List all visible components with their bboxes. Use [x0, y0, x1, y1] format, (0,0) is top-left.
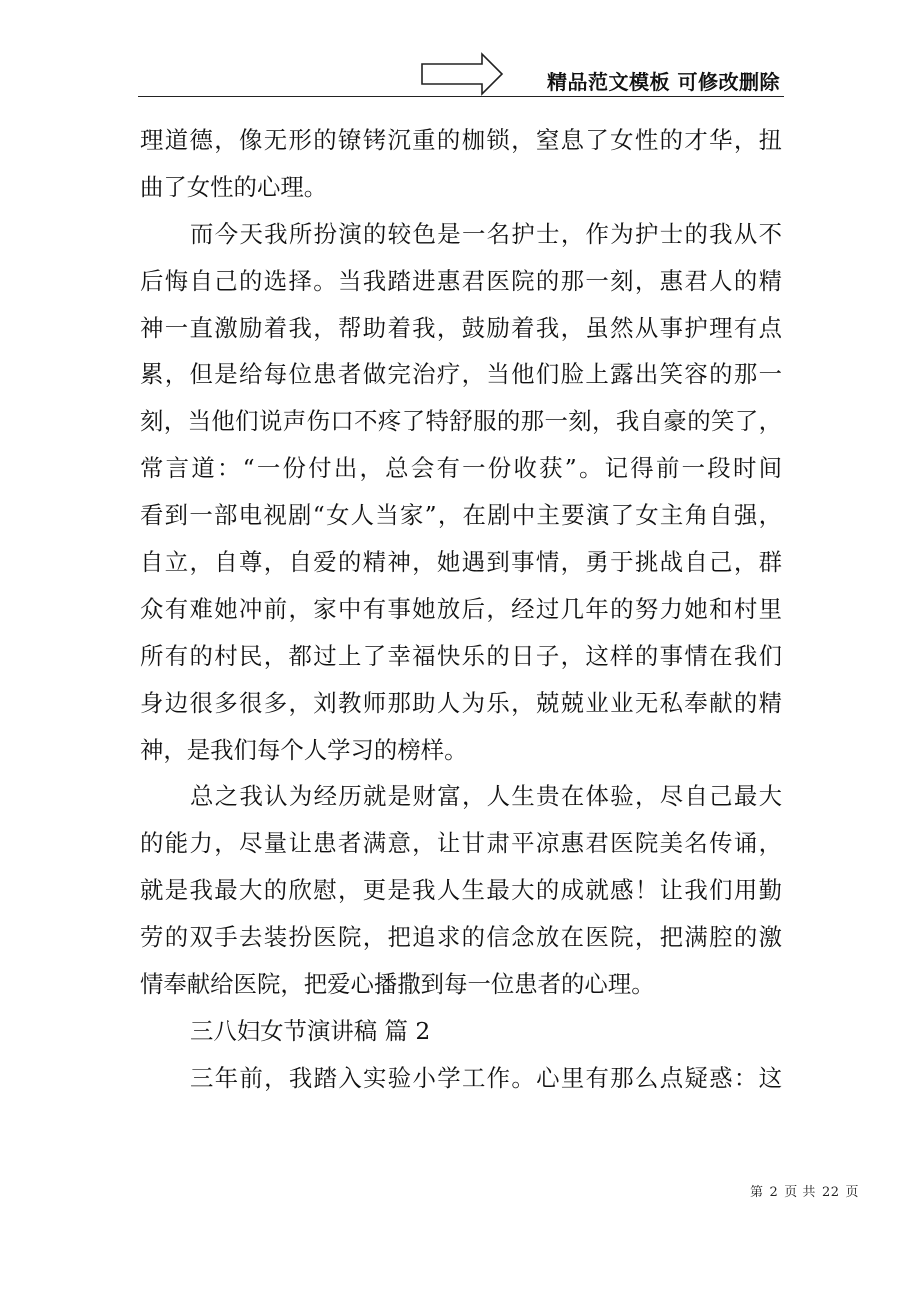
footer-middle: 页 共: [784, 1185, 816, 1200]
text-line: 看到一部电视剧“女人当家”，在剧中主要演了女主角自强，: [140, 501, 782, 530]
text-line: 所有的村民，都过上了幸福快乐的日子，这样的事情在我们: [140, 641, 782, 670]
header-title: 精品范文模板 可修改删除: [547, 70, 780, 94]
text-line: 累，但是给每位患者做完治疗，当他们脸上露出笑容的那一: [140, 360, 782, 389]
text-line: 的能力，尽量让患者满意，让甘肃平凉惠君医院美名传诵，: [140, 829, 782, 858]
paragraph-start-line: 三年前，我踏入实验小学工作。心里有那么点疑惑：这: [190, 1063, 782, 1092]
paragraph-start-line: 而今天我所扮演的较色是一名护士，作为护士的我从不: [190, 219, 782, 248]
right-arrow-outline-icon: [420, 52, 504, 96]
footer-current-page: 2: [769, 1185, 779, 1200]
text-line: 自立，自尊，自爱的精神，她遇到事情，勇于挑战自己，群: [140, 548, 782, 577]
text-line: 后悔自己的选择。当我踏进惠君医院的那一刻，惠君人的精: [140, 266, 782, 295]
text-line: 就是我最大的欣慰，更是我人生最大的成就感！让我们用勤: [140, 876, 782, 905]
section-heading: 三八妇女节演讲稿 篇 2: [190, 1016, 431, 1045]
footer-prefix: 第: [750, 1185, 764, 1200]
text-line: 神一直激励着我，帮助着我，鼓励着我，虽然从事护理有点: [140, 313, 782, 342]
text-line: 理道德，像无形的镣铐沉重的枷锁，窒息了女性的才华，扭: [140, 126, 782, 154]
text-line: 刻，当他们说声伤口不疼了特舒服的那一刻，我自豪的笑了，: [140, 407, 782, 436]
text-line: 神，是我们每个人学习的榜样。: [140, 735, 468, 764]
paragraph-start-line: 总之我认为经历就是财富，人生贵在体验，尽自己最大: [190, 782, 782, 811]
header-divider: [138, 96, 784, 97]
page-number-footer: [747, 1181, 862, 1200]
text-line: 情奉献给医院，把爱心播撒到每一位患者的心理。: [140, 970, 655, 999]
text-line: 身边很多很多，刘教师那助人为乐，兢兢业业无私奉献的精: [140, 688, 782, 717]
document-body: [140, 117, 782, 1102]
footer-suffix: 页: [845, 1185, 859, 1200]
text-line: 常言道：“一份付出，总会有一份收获”。记得前一段时间: [140, 454, 782, 483]
page-header: [138, 50, 782, 98]
text-line: 曲了女性的心理。: [140, 172, 328, 201]
text-line: 劳的双手去装扮医院，把追求的信念放在医院，把满腔的激: [140, 923, 782, 952]
text-line: 众有难她冲前，家中有事她放后，经过几年的努力她和村里: [140, 594, 782, 623]
footer-total-pages: 22: [821, 1185, 840, 1200]
